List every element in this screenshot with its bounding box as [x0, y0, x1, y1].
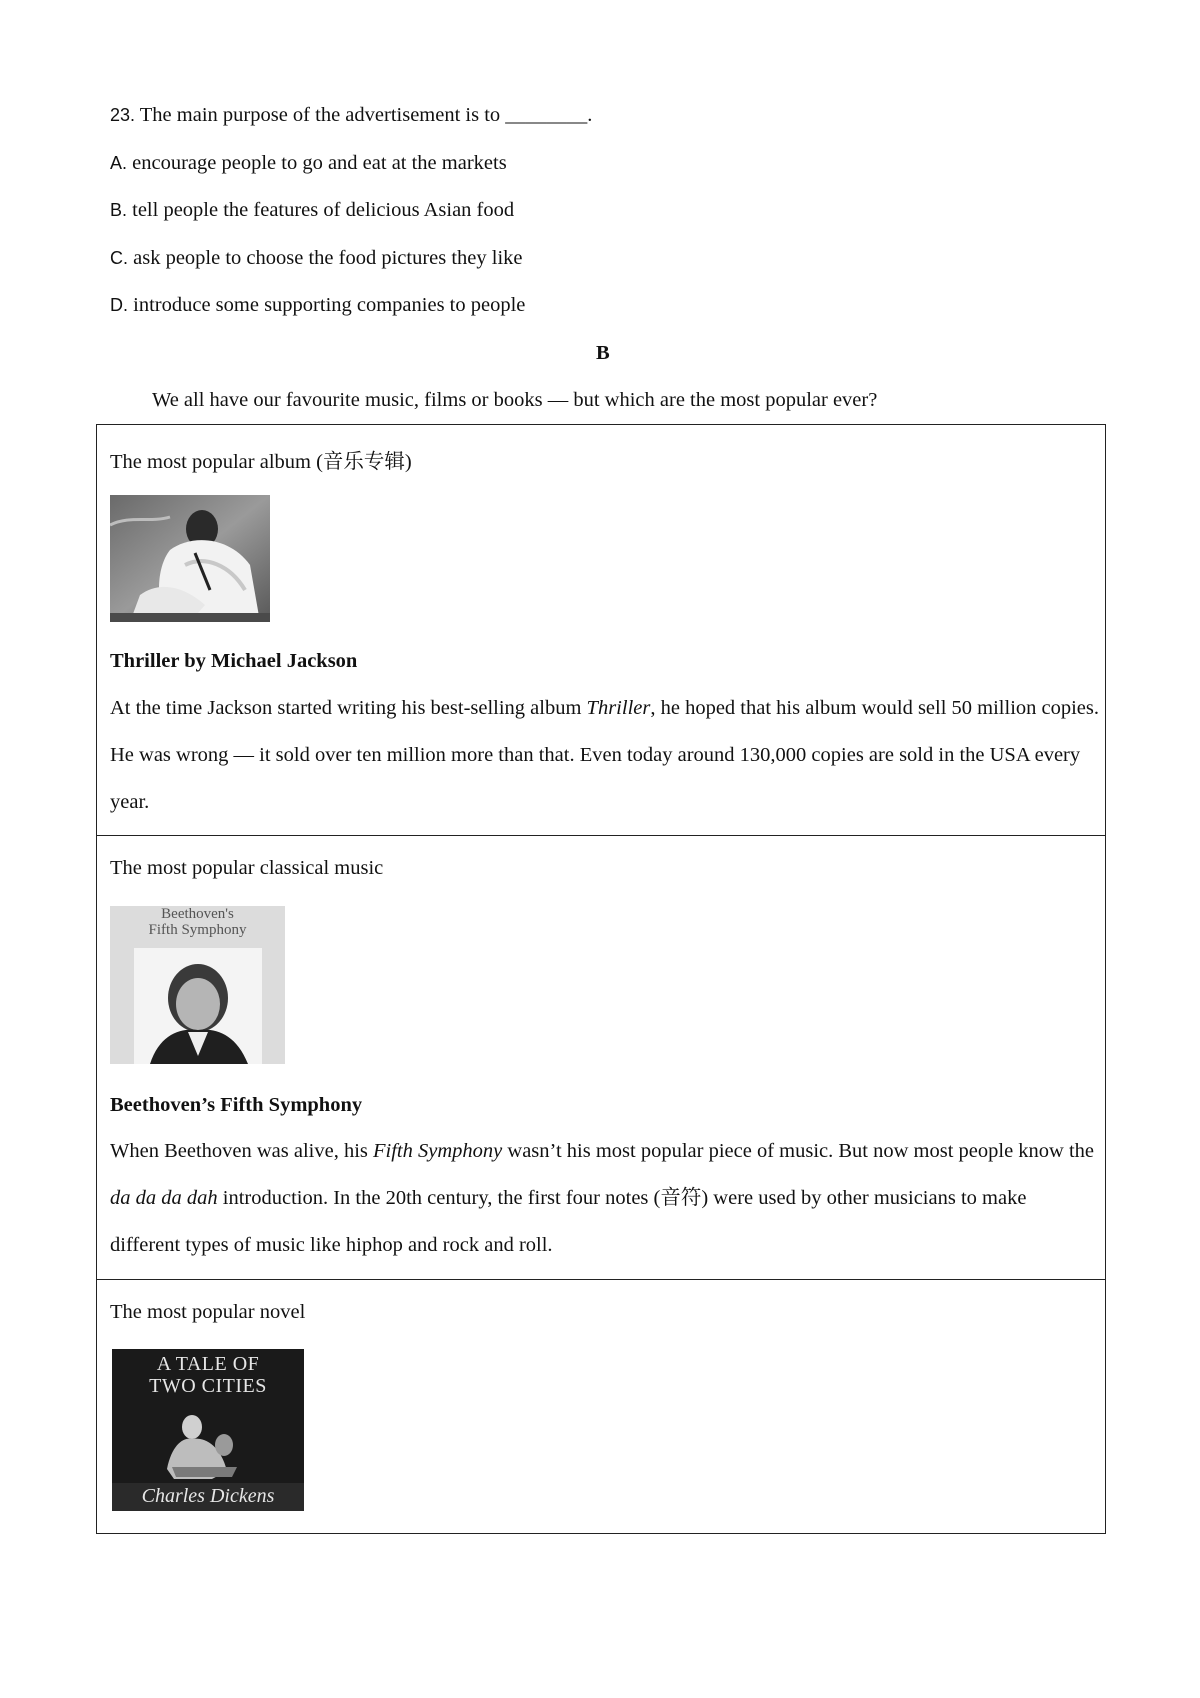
question-number: 23.: [110, 105, 136, 125]
cover-title-line: Fifth Symphony: [148, 922, 247, 938]
album-cover-image: [110, 495, 270, 622]
row-body: At the time Jackson started writing his best-selling album Thriller, he hoped that his album would sell 50 million copies. He was wrong — it sold over ten million more than that. Even today around 130,000 copies are sold in the USA every year.: [110, 697, 1100, 813]
option-c: [110, 247, 523, 270]
option-a: [110, 152, 507, 175]
cover-title-line: Beethoven's: [161, 906, 234, 922]
option-text: tell people the features of delicious Asian food: [127, 199, 515, 221]
row-category: The most popular novel: [110, 1301, 306, 1323]
option-letter: D.: [110, 295, 128, 315]
row-divider: [96, 1279, 1106, 1280]
album-cover-art: [110, 495, 270, 622]
option-text: ask people to choose the food pictures they like: [128, 247, 523, 269]
option-letter: C.: [110, 248, 128, 268]
novel-cover-image: [112, 1349, 304, 1511]
symphony-cover-image: [110, 906, 285, 1064]
cover-title-line: A TALE OF: [156, 1353, 260, 1375]
option-letter: B.: [110, 200, 128, 220]
row-category: The most popular classical music: [110, 857, 384, 879]
question-text: The main purpose of the advertisement is to ________.: [135, 104, 593, 126]
cover-title-line: TWO CITIES: [149, 1375, 267, 1397]
row-divider: [96, 835, 1106, 836]
cover-author: Charles Dickens: [141, 1485, 275, 1507]
option-b: [110, 199, 514, 222]
option-text: introduce some supporting companies to people: [128, 294, 526, 316]
option-text: encourage people to go and eat at the markets: [127, 152, 507, 174]
row-body: When Beethoven was alive, his Fifth Symphony wasn’t his most popular piece of music. But now most people know the da da da dah introduction. In the 20th century, the first four notes (音符) were used by other musicians to make different types of music like hiphop and rock and roll.: [110, 1140, 1095, 1256]
row-category: The most popular album (音乐专辑): [110, 451, 412, 473]
row-title: Beethoven’s Fifth Symphony: [110, 1094, 363, 1116]
section-intro: We all have our favourite music, films or books — but which are the most popular ever?: [152, 389, 878, 411]
option-d: [110, 294, 525, 317]
row-title: Thriller by Michael Jackson: [110, 650, 358, 672]
option-letter: A.: [110, 153, 128, 173]
section-heading: B: [596, 342, 610, 364]
question-stem: [110, 104, 592, 127]
